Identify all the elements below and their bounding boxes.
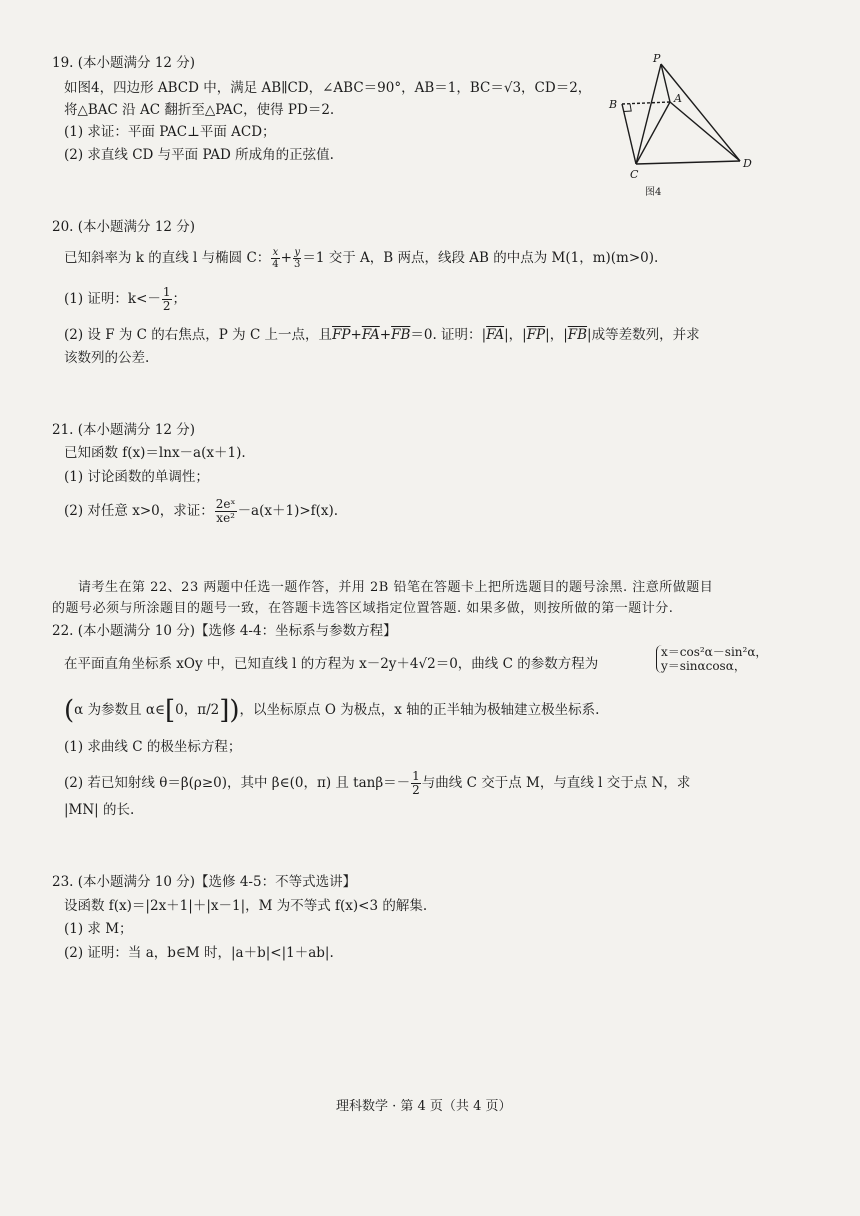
q21-part1: (1) 讨论函数的单调性；: [64, 469, 209, 485]
q20-part2-cont: 该数列的公差.: [64, 350, 150, 366]
figure-caption: 图4: [645, 187, 662, 198]
edge-bc: [622, 104, 636, 164]
q22-line1: 在平面直角坐标系 xOy 中，已知直线 l 的方程为 x－2y＋4√2＝0，曲线 C 的参数方程为: [64, 656, 599, 672]
right-angle-mark: [624, 104, 631, 112]
label-a: A: [674, 92, 682, 105]
q23-part1: (1) 求 M；: [64, 921, 133, 937]
edge-pd: [661, 64, 740, 161]
q19-part1: (1) 求证：平面 PAC⊥平面 ACD；: [64, 124, 276, 140]
label-p: P: [653, 52, 661, 65]
q23-part2: (2) 证明：当 a，b∈M 时，|a＋b|<|1＋ab|.: [64, 945, 334, 961]
q22-part2-cont: |MN| 的长.: [64, 802, 135, 818]
page-footer: 理科数学 · 第 4 页（共 4 页）: [336, 1099, 512, 1114]
label-d: D: [743, 157, 752, 170]
q22-part2: (2) 若已知射线 θ＝β(ρ≥0)，其中 β∈(0，π) 且 tanβ＝－ $\frac{1}{2}$ 与曲线 C 交于点 M，与直线 l 交于点 N，求: [64, 769, 691, 797]
q21-header: 21. (本小题满分 12 分): [52, 422, 196, 438]
edge-ad: [670, 102, 740, 161]
q19-header: 19. (本小题满分 12 分): [52, 55, 196, 71]
q22-line2: (α 为参数且 α∈[0，π/2])，以坐标原点 O 为极点，x 轴的正半轴为极轴建立极坐标系.: [64, 695, 600, 726]
q23-line1: 设函数 f(x)＝|2x＋1|＋|x－1|，M 为不等式 f(x)<3 的解集.: [64, 898, 428, 914]
q22-header: 22. (本小题满分 10 分)【选修 4-4：坐标系与参数方程】: [52, 623, 397, 639]
edge-pc: [636, 64, 661, 164]
q22-param-system: x＝cos²α－sin²α， y＝sinαcosα，: [656, 645, 767, 673]
q23-header: 23. (本小题满分 10 分)【选修 4-5：不等式选讲】: [52, 874, 357, 890]
edge-cd: [636, 161, 740, 164]
q20-header: 20. (本小题满分 12 分): [52, 219, 196, 235]
q19-line1: 如图4，四边形 ABCD 中，满足 AB∥CD，∠ABC＝90°，AB＝1，BC＝√3，CD＝2，: [64, 80, 592, 96]
label-b: B: [609, 98, 618, 111]
q22-part1: (1) 求曲线 C 的极坐标方程；: [64, 739, 242, 755]
q19-part2: (2) 求直线 CD 与平面 PAD 所成角的正弦值.: [64, 147, 334, 163]
notice-line1: 请考生在第 22、23 两题中任选一题作答，并用 2B 铅笔在答题卡上把所选题目的题号涂黑. 注意所做题目: [78, 580, 714, 595]
edge-ba: [622, 102, 670, 104]
q20-part1: (1) 证明：k<－ $\frac{1}{2}$ ；: [64, 285, 187, 313]
label-c: C: [630, 168, 639, 181]
q19-figure: [590, 52, 760, 200]
q20-part2: (2) 设 F 为 C 的右焦点，P 为 C 上一点，且$\overline{FP}+\overline{FA}+\overline{FB}=0$. 证明：$|\overline{FA}|$，$|\overline{FP}|$，$|\overline{FB}|$成等差数列，并求: [64, 327, 700, 343]
edge-ac: [636, 102, 670, 164]
q21-line1: 已知函数 f(x)＝lnx－a(x＋1).: [64, 445, 246, 461]
q21-part2: (2) 对任意 x>0，求证： $\frac{\text{2eˣ}}{\text{xe²}}$ －a(x＋1)>f(x).: [64, 497, 339, 525]
q19-line2: 将△BAC 沿 AC 翻折至△PAC，使得 PD＝2.: [64, 102, 335, 118]
q20-line1: 已知斜率为 k 的直线 l 与椭圆 C： $\frac{x}{4}$ + $\frac{y}{3}$ ＝1 交于 A，B 两点，线段 AB 的中点为 M(1，m)(m>0).: [64, 247, 659, 270]
notice-line2: 的题号必须与所涂题目的题号一致，在答题卡选答区域指定位置答题. 如果多做，则按所做的第一题计分.: [52, 601, 674, 616]
